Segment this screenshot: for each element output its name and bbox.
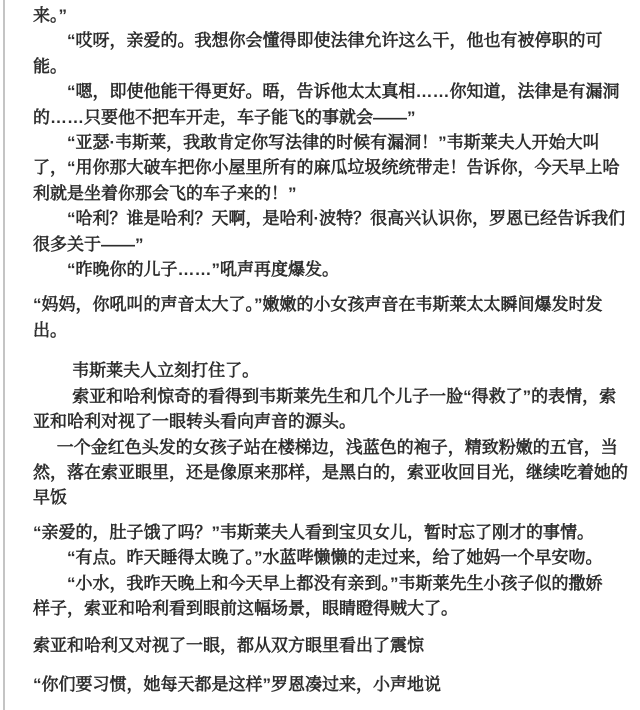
- text-line: “你们要习惯，她每天都是这样”罗恩凑过来，小声地说: [33, 674, 441, 694]
- text-line: “亲爱的，肚子饿了吗？”韦斯莱夫人看到宝贝女儿，暂时忘了刚才的事情。: [33, 522, 594, 542]
- text-line: 的……只要他不把车开走，车子能飞的事就会——”: [33, 107, 416, 127]
- text-line: “亚瑟·韦斯莱，我敢肯定你写法律的时候有漏洞！”韦斯莱夫人开始大叫: [67, 133, 600, 153]
- text-line: 能。: [33, 56, 67, 76]
- text-line: 一个金红色头发的女孩子站在楼梯边，浅蓝色的袍子，精致粉嫩的五官，当: [56, 437, 618, 457]
- text-line: 韦斯莱夫人立刻打住了。: [72, 361, 260, 381]
- text-line: 亚和哈利对视了一眼转头看向声音的源头。: [33, 412, 356, 432]
- text-line: “有点。昨天睡得太晚了。”水蓝哔懒懒的走过来，给了她妈一个早安吻。: [67, 548, 603, 568]
- text-line: “嗯，即使他能干得更好。晤，告诉他太太真相……你知道，法律是有漏洞: [67, 82, 620, 102]
- text-line: 很多关于——”: [33, 234, 144, 254]
- text-line: 出。: [33, 320, 67, 340]
- text-line: “哎呀，亲爱的。我想你会懂得即使法律允许这么干，他也有被停职的可: [67, 31, 603, 51]
- text-line: 索亚和哈利惊奇的看得到韦斯莱先生和几个儿子一脸“得救了”的表情，索: [72, 386, 617, 406]
- text-line: 然，落在索亚眼里，还是像原来那样，是黑白的，索亚收回目光，继续吃着她的: [33, 462, 628, 482]
- text-line: “小水，我昨天晚上和今天早上都没有亲到。”韦斯莱先生小孩子似的撒娇: [67, 573, 603, 593]
- text-line: 利就是坐着你那会飞的车子来的！”: [33, 183, 297, 203]
- text-line: 早饭: [33, 488, 67, 508]
- text-line: 样子，索亚和哈利看到眼前这幅场景，眼睛瞪得贼大了。: [33, 598, 458, 618]
- text-line: 了，“用你那大破车把你小屋里所有的麻瓜垃圾统统带走！告诉你，今天早上哈: [33, 158, 620, 178]
- text-line: “昨晚你的儿子……”吼声再度爆发。: [67, 260, 339, 280]
- text-line: “妈妈，你吼叫的声音太大了。”嫩嫩的小女孩声音在韦斯莱太太瞬间爆发时发: [33, 295, 603, 315]
- text-line: “哈利？谁是哈利？天啊，是哈利·波特？很高兴认识你，罗恩已经告诉我们: [67, 209, 626, 229]
- text-line: 索亚和哈利又对视了一眼，都从双方眼里看出了震惊: [33, 636, 424, 656]
- text-line: 来。”: [33, 6, 67, 25]
